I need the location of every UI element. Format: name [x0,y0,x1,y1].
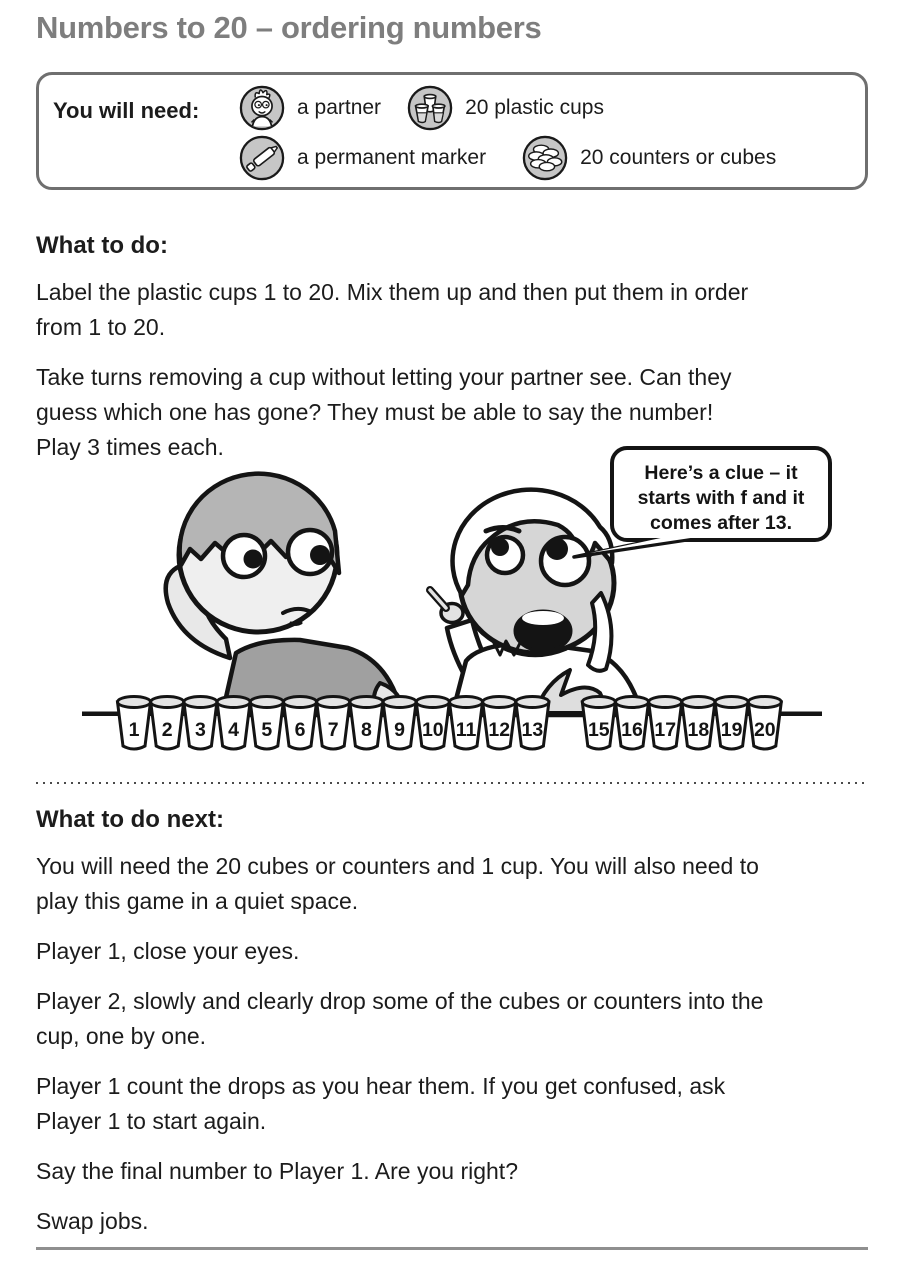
material-label: 20 plastic cups [465,96,604,119]
speech-bubble-line: Here’s a clue – it [644,462,798,484]
cup-number: 2 [161,719,173,741]
cup [250,697,283,750]
boy-figure [166,474,405,715]
cup-number: 10 [421,719,444,741]
cup [483,697,516,750]
cup [317,697,350,750]
cup [151,697,184,750]
material-item-plastic-cups [407,85,604,131]
paragraph: You will need the 20 cubes or counters and 1 cup. You will also need to play this game in a quiet space. [36,853,759,914]
cup [416,697,449,750]
counters-icon [522,135,568,181]
material-label: a partner [297,96,382,119]
what-to-do-next-heading: What to do next: [36,806,224,833]
material-item-partner [239,85,381,131]
cup-number: 9 [394,719,406,741]
materials-row [239,85,851,131]
page-title: Numbers to 20 – ordering numbers [36,10,542,45]
material-item-marker [239,135,486,181]
cup [383,697,416,750]
cup-number: 4 [228,719,240,741]
cup-number: 17 [654,719,677,741]
cup-number: 11 [455,719,477,741]
speech-bubble-line: comes after 13. [650,512,792,534]
materials-row [239,135,851,181]
cup-number: 1 [128,719,140,741]
paragraph: Take turns removing a cup without letting your partner see. Can they guess which one has gone? They must be able to say the number! Play 3 times each. [36,364,732,460]
cup [217,697,250,750]
permanent-marker-icon [239,135,285,181]
cup [184,697,217,750]
cup [284,697,317,750]
paragraph: Player 2, slowly and clearly drop some of the cubes or counters into the cup, one by one. [36,988,764,1049]
cup [450,697,483,750]
plastic-cups-icon [407,85,453,131]
cup-number: 3 [194,719,206,741]
what-to-do-next-paragraphs [36,849,868,1239]
cup-number: 13 [521,719,544,741]
cup [516,697,549,750]
materials-rows [239,85,851,181]
bottom-rule [36,1247,868,1250]
what-to-do-paragraphs [36,275,868,465]
cup-number: 16 [621,719,643,741]
cup-number: 15 [587,719,610,741]
cup-number: 6 [294,719,306,741]
cup [748,697,781,750]
paragraph: Swap jobs. [36,1208,149,1234]
you-will-need-label: You will need: [53,98,200,123]
speech-bubble-line: starts with f and it [637,487,805,509]
cup [350,697,383,750]
paragraph: Player 1, close your eyes. [36,938,300,964]
paragraph: Say the final number to Player 1. Are you right? [36,1158,518,1184]
cup-number: 8 [360,719,372,741]
partner-icon [239,85,285,131]
speech-bubble [574,448,830,557]
you-will-need-box [36,72,868,190]
cup [682,697,715,750]
cups-layer [118,697,782,750]
cup [616,697,649,750]
material-label: a permanent marker [297,146,487,169]
cup-number: 5 [261,719,273,741]
cup [582,697,615,750]
cup-number: 12 [488,719,511,741]
material-item-counters [522,135,776,181]
illustration [0,443,904,768]
cup-number: 18 [687,719,710,741]
cup-number: 7 [327,719,339,741]
material-label: 20 counters or cubes [580,146,777,169]
cup [649,697,682,750]
illustration-svg [0,443,904,768]
cup-number: 19 [720,719,743,741]
cup-number: 20 [753,719,776,741]
dotted-divider [36,782,868,784]
what-to-do-heading: What to do: [36,232,168,259]
paragraph: Label the plastic cups 1 to 20. Mix them up and then put them in order from 1 to 20. [36,279,749,340]
cup [118,697,151,750]
cup [715,697,748,750]
paragraph: Player 1 count the drops as you hear them. If you get confused, ask Player 1 to start again. [36,1073,726,1134]
